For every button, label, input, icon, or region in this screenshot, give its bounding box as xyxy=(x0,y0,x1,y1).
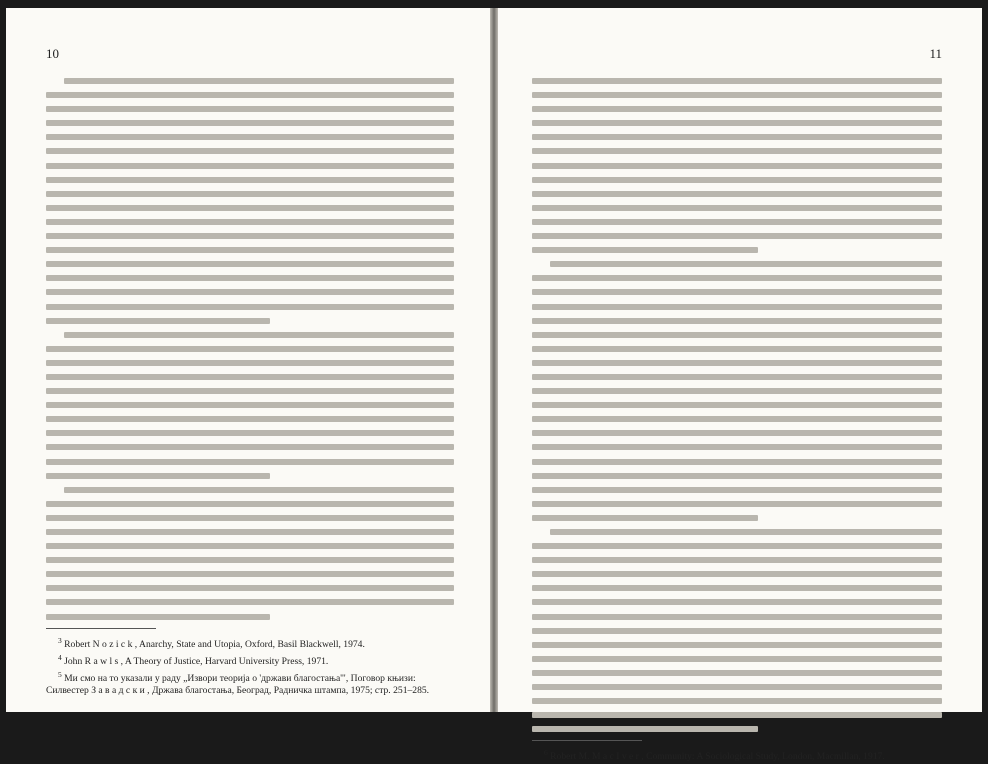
footnote-rule xyxy=(46,628,156,629)
text-line xyxy=(64,332,454,338)
text-line xyxy=(532,332,942,338)
text-line xyxy=(532,148,942,154)
text-line xyxy=(46,388,454,394)
text-line xyxy=(46,557,454,563)
paragraph xyxy=(532,261,942,521)
text-line xyxy=(532,219,942,225)
text-line xyxy=(46,599,454,605)
text-line xyxy=(532,374,942,380)
text-line xyxy=(532,304,942,310)
text-line xyxy=(46,177,454,183)
page-number: 10 xyxy=(46,46,59,61)
text-line xyxy=(532,318,942,324)
text-line xyxy=(532,515,758,521)
text-line xyxy=(532,346,942,352)
text-line xyxy=(46,304,454,310)
text-line xyxy=(46,148,454,154)
footnotes xyxy=(532,747,942,763)
text-line xyxy=(532,614,942,620)
text-line xyxy=(532,585,942,591)
text-line xyxy=(532,642,942,648)
text-line xyxy=(46,247,454,253)
paragraph xyxy=(46,332,454,479)
text-line xyxy=(532,247,758,253)
text-line xyxy=(46,543,454,549)
text-line xyxy=(532,628,942,634)
footnote xyxy=(532,747,942,763)
text-line xyxy=(532,670,942,676)
text-line xyxy=(532,501,942,507)
text-line xyxy=(46,402,454,408)
footnote-number: 3 xyxy=(58,635,62,645)
footnote-rule xyxy=(532,740,642,741)
text-line xyxy=(532,712,942,718)
text-line xyxy=(532,557,942,563)
body-text xyxy=(46,78,454,620)
text-line xyxy=(46,318,270,324)
footnote xyxy=(46,669,454,697)
text-line xyxy=(532,388,942,394)
text-line xyxy=(46,473,270,479)
text-line xyxy=(532,233,942,239)
text-line xyxy=(532,163,942,169)
text-line xyxy=(532,726,758,732)
paragraph xyxy=(532,529,942,732)
text-line xyxy=(532,473,942,479)
text-line xyxy=(46,529,454,535)
footnote-text: John R a w l s , A Theory of Justice, Harvard University Press, 1971. xyxy=(64,656,329,668)
text-line xyxy=(46,346,454,352)
paragraph xyxy=(46,487,454,620)
text-line xyxy=(532,416,942,422)
text-line xyxy=(46,92,454,98)
text-line xyxy=(46,205,454,211)
text-line xyxy=(532,106,942,112)
text-line xyxy=(532,289,942,295)
text-line xyxy=(532,487,942,493)
right-page xyxy=(498,8,982,763)
text-line xyxy=(532,684,942,690)
body-text xyxy=(532,78,942,732)
text-line xyxy=(46,261,454,267)
text-line xyxy=(46,360,454,366)
text-line xyxy=(46,289,454,295)
text-line xyxy=(46,106,454,112)
footnote-number: 6 xyxy=(544,748,548,758)
text-line xyxy=(532,599,942,605)
text-line xyxy=(532,543,942,549)
book-gutter xyxy=(490,8,498,712)
text-line xyxy=(64,487,454,493)
text-line xyxy=(532,191,942,197)
text-line xyxy=(46,515,454,521)
text-line xyxy=(532,360,942,366)
footnote-text: Ми смо на то указали у раду „Извори теорија о 'држави благостања'", Поговор књизи: Силвестер З а в а д с к и , Држава благостања, Београд, Радничка штампа, 1975; стр. 251–285. xyxy=(46,673,430,697)
text-line xyxy=(532,120,942,126)
text-line xyxy=(46,120,454,126)
text-line xyxy=(532,134,942,140)
text-line xyxy=(46,430,454,436)
footnote xyxy=(46,635,454,651)
text-line xyxy=(532,656,942,662)
text-line xyxy=(532,444,942,450)
paragraph xyxy=(532,78,942,253)
text-line xyxy=(532,459,942,465)
text-line xyxy=(64,78,454,84)
footnote-text: Robert N o z i c k , Anarchy, State and Utopia, Oxford, Basil Blackwell, 1974. xyxy=(64,638,365,650)
text-line xyxy=(550,529,942,535)
footnote-number: 4 xyxy=(58,652,62,662)
text-line xyxy=(46,501,454,507)
text-line xyxy=(46,134,454,140)
text-line xyxy=(550,261,942,267)
text-line xyxy=(532,275,942,281)
text-line xyxy=(532,205,942,211)
text-line xyxy=(46,219,454,225)
text-line xyxy=(46,585,454,591)
text-line xyxy=(46,416,454,422)
page-number: 11 xyxy=(929,46,942,61)
footnote-number: 5 xyxy=(58,670,62,680)
text-line xyxy=(46,614,270,620)
text-line xyxy=(532,698,942,704)
footnote xyxy=(46,652,454,668)
text-line xyxy=(46,233,454,239)
text-line xyxy=(46,459,454,465)
text-line xyxy=(46,444,454,450)
text-line xyxy=(532,92,942,98)
text-line xyxy=(46,374,454,380)
text-line xyxy=(532,571,942,577)
text-line xyxy=(532,177,942,183)
paragraph xyxy=(46,78,454,324)
footnotes xyxy=(46,635,454,698)
text-line xyxy=(532,78,942,84)
text-line xyxy=(532,430,942,436)
text-line xyxy=(46,275,454,281)
text-line xyxy=(46,191,454,197)
left-page xyxy=(6,8,490,712)
footnote-text: Robert M. M a c I v e r , Community: A Sociological Study, London, Macmillan, 1917. xyxy=(550,751,885,763)
text-line xyxy=(46,163,454,169)
text-line xyxy=(46,571,454,577)
text-line xyxy=(532,402,942,408)
